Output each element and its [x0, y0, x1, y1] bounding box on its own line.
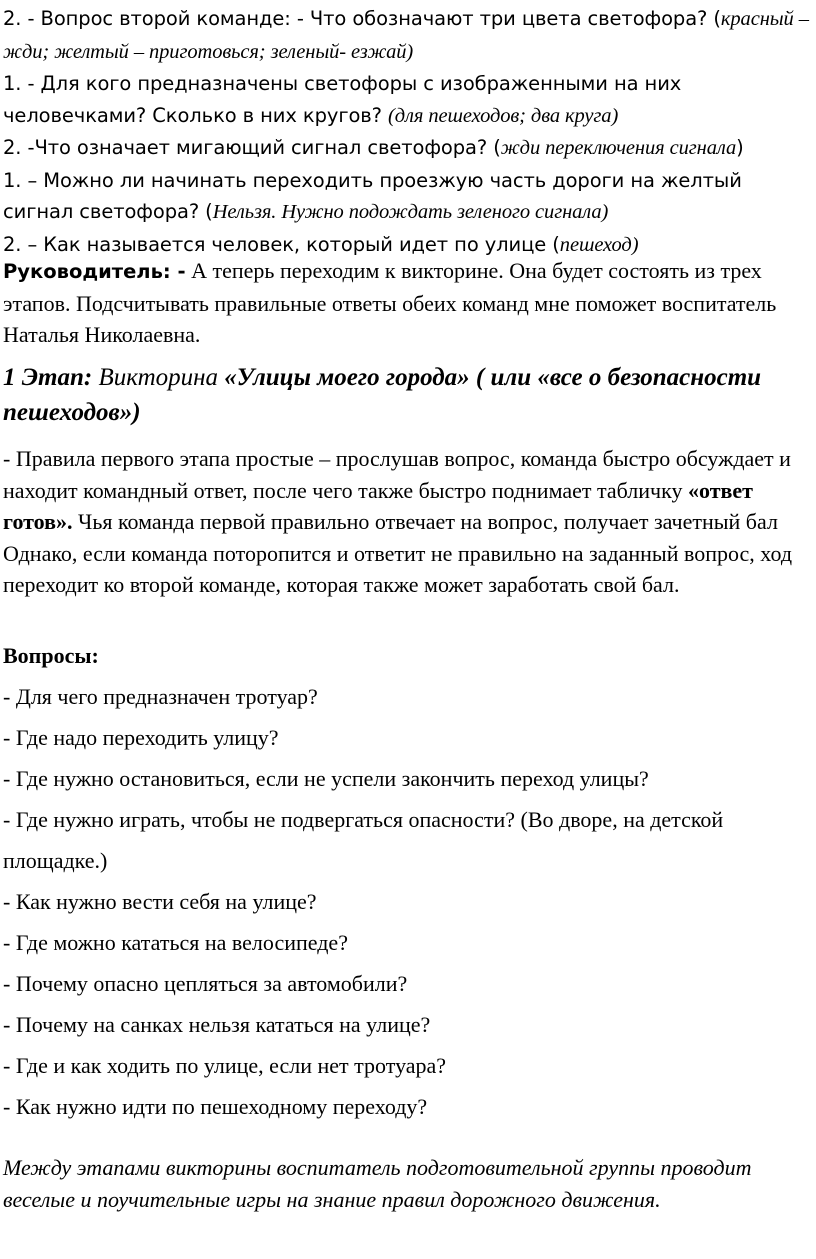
- qa-answer: красный – жди; желтый – приготовься; зеленый- езжай): [3, 8, 809, 63]
- footer-note: Между этапами викторины воспитатель подготовительной группы проводит веселые и поучительные игры на знание правил дорожного движения.: [3, 1155, 752, 1212]
- qa-item: [3, 132, 811, 165]
- qa-item: [3, 3, 811, 68]
- question-item: - Почему опасно цепляться за автомобили?: [3, 971, 408, 996]
- stage-number: 1 Этап:: [3, 364, 93, 391]
- questions-list: [3, 681, 816, 1132]
- question-item: - Как нужно идти по пешеходному переходу?: [3, 1094, 428, 1119]
- qa-question: 2. – Как называется человек, который идет по улице (: [3, 232, 560, 256]
- question-item: площадке.): [3, 848, 108, 873]
- question-item: - Почему на санках нельзя кататься на улице?: [3, 1012, 431, 1037]
- question-item: - Для чего предназначен тротуар?: [3, 684, 318, 709]
- question-item: - Где можно кататься на велосипеде?: [3, 930, 348, 955]
- rules-text-2: Чья команда первой правильно отвечает на вопрос, получает зачетный бал Однако, если команда поторопится и ответит не правильно на заданный вопрос, ход переходит ко второй команде, которая также может заработать свой бал.: [3, 509, 793, 597]
- questions-heading: Вопросы:: [3, 643, 99, 668]
- leader-label: Руководитель: -: [3, 260, 186, 283]
- rules-bold: «ответ готов».: [3, 477, 753, 534]
- qa-question: 1. - Для кого предназначены светофоры с изображенными на них человечками? Сколько в них кругов?: [3, 72, 682, 127]
- qa-tail: ): [736, 136, 744, 159]
- qa-item: [3, 165, 811, 229]
- quiz-answers-block: [3, 3, 811, 261]
- stage-word: Викторина: [92, 364, 225, 391]
- leader-text: А теперь переходим к викторине. Она будет состоять из трех этапов. Подсчитывать правильные ответы обеих команд мне поможет воспитатель Наталья Николаевна.: [3, 258, 777, 347]
- qa-answer: (для пешеходов; два круга): [388, 104, 619, 127]
- qa-answer: Нельзя. Нужно подождать зеленого сигнала): [212, 201, 609, 223]
- qa-question: 2. -Что означает мигающий сигнал светофора? (: [3, 136, 501, 159]
- rules-text-1: - Правила первого этапа простые – прослушав вопрос, команда быстро обсуждает и находит командный ответ, после чего также быстро поднимает табличку: [3, 446, 791, 503]
- qa-answer: жди переключения сигнала: [500, 137, 737, 159]
- rules-paragraph: [3, 443, 811, 601]
- qa-item: [3, 68, 811, 132]
- question-item: - Где надо переходить улицу?: [3, 725, 279, 750]
- leader-paragraph: [3, 255, 811, 351]
- question-item: - Где нужно играть, чтобы не подвергаться опасности? (Во дворе, на детской: [3, 807, 724, 832]
- qa-answer: пешеход): [559, 233, 639, 256]
- question-item: - Как нужно вести себя на улице?: [3, 889, 317, 914]
- qa-question: 2. - Вопрос второй команде: - Что обозначают три цвета светофора? (: [3, 7, 721, 30]
- question-item: - Где и как ходить по улице, если нет тротуара?: [3, 1053, 447, 1078]
- stage-title: «Улицы моего города» ( или «все о безопасности пешеходов»): [3, 364, 762, 426]
- qa-question: 1. – Можно ли начинать переходить проезжую часть дороги на желтый сигнал светофора? (: [3, 168, 742, 223]
- question-item: - Где нужно остановиться, если не успели закончить переход улицы?: [3, 766, 649, 791]
- stage-heading: [3, 360, 811, 430]
